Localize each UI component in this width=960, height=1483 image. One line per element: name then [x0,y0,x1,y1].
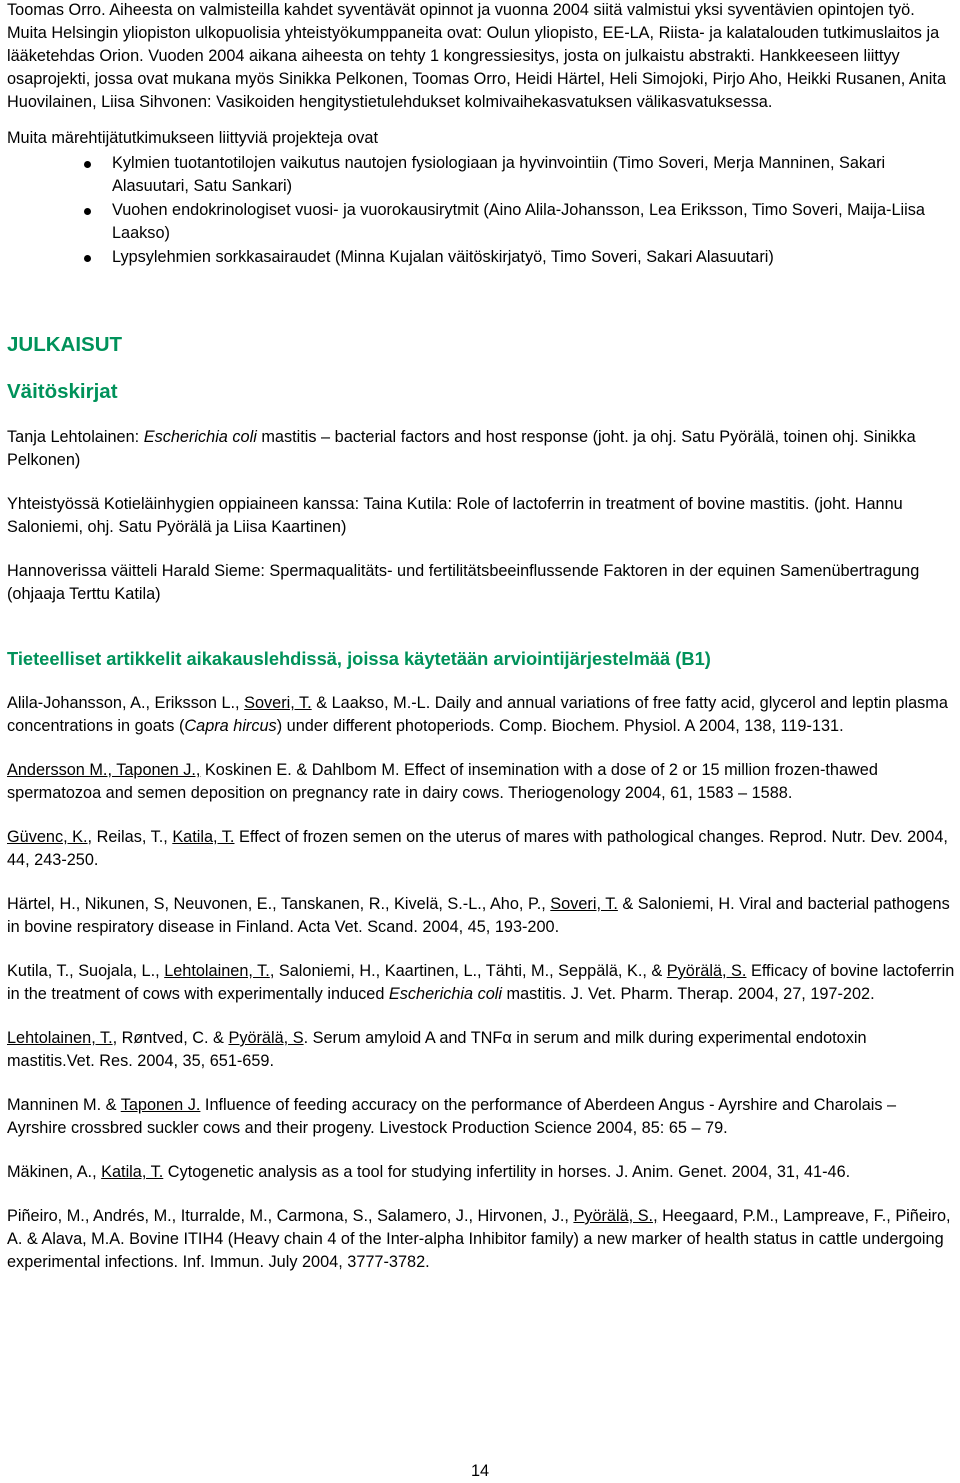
thesis-entry [7,493,957,539]
ref-text: , Røntved, C. & [112,1029,229,1047]
bullet-icon [84,208,91,215]
projects-list [7,152,957,269]
ref-text: Heegaard, P.M., Lampreave, F., Piñeiro, A. & Alava, M.A. Bovine ITIH4 (Heavy chain 4 of the Inter-alpha Inhibitor family) a new marker of health status in cattle undergoing experimental infections. Inf. Immun. July 2004, 3777-3782. [7,1207,951,1271]
ref-text: Mäkinen, A., [7,1163,102,1181]
list-item [7,246,957,269]
ref-author-underlined: Andersson M., Taponen J., [7,761,201,779]
ref-text: mastitis. J. Vet. Pharm. Therap. 2004, 27, 197-202. [502,985,875,1003]
document-page [7,0,957,1274]
theses-heading: Väitöskirjat [7,380,118,403]
ref-text: Efficacy of bovine lactoferrin in the treatment of cows with experimentally induced [7,962,955,1003]
ref-author-underlined: Soveri, T. [550,895,618,913]
ref-author-underlined: Pyörälä, S., [573,1207,658,1225]
ref-author-underlined: Güvenc, K. [7,828,88,846]
reference-entry [7,1205,957,1274]
ref-text: Alila-Johansson, A., Eriksson L., [7,694,245,712]
project-text: Kylmien tuotantotilojen vaikutus nautojen fysiologiaan ja hyvinvointiin (Timo Soveri, Merja Manninen, Sakari Alasuutari, Satu Sankari) [112,154,886,195]
ref-author-underlined: Lehtolainen, T. [7,1029,113,1047]
thesis-text: mastitis – bacterial factors and host response (joht. ja ohj. Satu Pyörälä, toinen ohj. Sinikka Pelkonen) [7,428,916,469]
ref-text: Effect of frozen semen on the uterus of mares with pathological changes. Reprod. Nutr. Dev. 2004, 44, 243-250. [7,828,948,869]
reference-entry [7,1161,957,1184]
ref-text: , Saloniemi, H., Kaartinen, L., Tähti, M., Seppälä, K., & [269,962,667,980]
list-item [7,152,957,198]
ref-text: Koskinen E. & Dahlbom M. Effect of insemination with a dose of 2 or 15 million frozen-thawed spermatozoa and semen deposition on pregnancy rate in dairy cows. Theriogenology 2004, 61, 1583 – 1588. [7,761,878,802]
thesis-text: Tanja Lehtolainen: [7,428,144,446]
thesis-text: Yhteistyössä Kotieläinhygien oppiaineen kanssa: Taina Kutila: Role of lactoferrin in treatment of bovine mastitis. (joht. Hannu Saloniemi, ohj. Satu Pyörälä ja Liisa Kaartinen) [7,495,903,536]
ref-italic: Escherichia coli [388,985,503,1003]
page-number: 14 [470,1462,490,1480]
bullet-icon [84,255,91,262]
reference-entry [7,1027,957,1073]
ref-text: Kutila, T., Suojala, L., [7,962,165,980]
reference-entry [7,893,957,939]
ref-author-underlined: Katila, T. [101,1163,164,1181]
intro-paragraph [7,0,957,114]
bullet-icon [84,161,91,168]
ref-author-underlined: Soveri, T. [244,694,312,712]
ref-text: Cytogenetic analysis as a tool for studying infertility in horses. J. Anim. Genet. 2004, 31, 41-46. [163,1163,851,1181]
thesis-text: Hannoverissa väitteli Harald Sieme: Spermaqualitäts- und fertilitätsbeeinflussende Faktoren in der equinen Samenübertragung (ohjaaja Terttu Katila) [7,562,920,603]
project-text: Lypsylehmien sorkkasairaudet (Minna Kujalan väitöskirjatyö, Timo Soveri, Sakari Alasuutari) [112,248,774,266]
ref-text: Härtel, H., Nikunen, S, Neuvonen, E., Tanskanen, R., Kivelä, S.-L., Aho, P., [7,895,551,913]
ref-text: & Saloniemi, H. Viral and bacterial pathogens in bovine respiratory disease in Finland. Acta Vet. Scand. 2004, 45, 193-200. [7,895,950,936]
intro-text: Toomas Orro. Aiheesta on valmisteilla kahdet syventävät opinnot ja vuonna 2004 siitä valmistui yksi syventävien opintojen työ. Muita Helsingin yliopiston ulkopuolisia yhteistyökumppaneita ovat: Oulun yliopisto, EE-LA, Riista- ja kalatalouden tutkimuslaitos ja lääketehdas Orion. Vuoden 2004 aikana aiheesta on tehty 1 kongressiesitys, josta on julkaistu abstrakti. Hankkeeseen liittyy osaprojekti, jossa ovat mukana myös Sinikka Pelkonen, Toomas Orro, Heidi Härtel, Heli Simojoki, Pirjo Aho, Heikki Rusanen, Anita Huovilainen, Liisa Sihvonen: Vasikoiden hengitystietulehdukset kolmivaihekasvatuksen välikasvatuksessa. [7,1,947,111]
thesis-entry [7,426,957,472]
reference-entry [7,960,957,1006]
thesis-italic: Escherichia coli [143,428,257,446]
list-item [7,199,957,245]
ref-text: , Reilas, T., [87,828,173,846]
ref-author-underlined: Katila, T. [172,828,235,846]
ref-text: & Laakso, M.-L. Daily and annual variations of free fatty acid, glycerol and leptin plasma concentrations in goats ( [7,694,948,735]
ref-author-underlined: Pyörälä, S [228,1029,304,1047]
ref-author-underlined: Taponen J. [120,1096,201,1114]
ref-text: ) under different photoperiods. Comp. Biochem. Physiol. A 2004, 138, 119-131. [276,717,844,735]
projects-lead: Muita märehtijätutkimukseen liittyviä projekteja ovat [7,129,379,147]
reference-entry [7,692,957,738]
articles-heading: Tieteelliset artikkelit aikakauslehdissä, joissa käytetään arviointijärjestelmää (B1) [7,648,711,669]
ref-text: Piñeiro, M., Andrés, M., Iturralde, M., Carmona, S., Salamero, J., Hirvonen, J., [7,1207,574,1225]
publications-heading: JULKAISUT [7,333,123,356]
reference-entry [7,826,957,872]
ref-italic: Capra hircus [184,717,277,735]
thesis-entry [7,560,957,606]
reference-entry [7,1094,957,1140]
project-text: Vuohen endokrinologiset vuosi- ja vuorokausirytmit (Aino Alila-Johansson, Lea Eriksson, Timo Soveri, Maija-Liisa Laakso) [112,201,925,242]
ref-text: Manninen M. & [7,1096,121,1114]
ref-author-underlined: Lehtolainen, T. [164,962,270,980]
ref-text: . Serum amyloid A and TNFα in serum and milk during experimental endotoxin mastitis.Vet. Res. 2004, 35, 651-659. [7,1029,867,1070]
reference-entry [7,759,957,805]
ref-author-underlined: Pyörälä, S. [666,962,747,980]
ref-text: Influence of feeding accuracy on the performance of Aberdeen Angus - Ayrshire and Charolais – Ayrshire crossbred suckler cows and their progeny. Livestock Production Science 2004, 85: 65 – 79. [7,1096,897,1137]
